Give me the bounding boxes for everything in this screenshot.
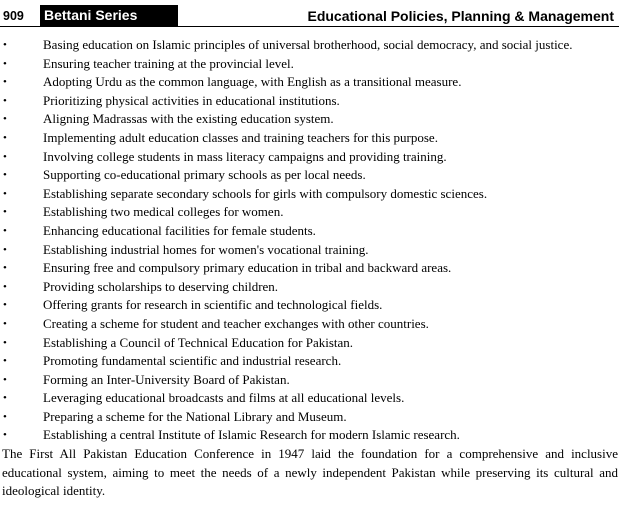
bullet-icon: •	[3, 299, 7, 312]
bullet-item	[0, 334, 618, 353]
bullet-item	[0, 73, 618, 92]
bullet-text: Providing scholarships to deserving children.	[43, 278, 279, 294]
bullet-icon: •	[3, 94, 7, 107]
bullet-item	[0, 315, 618, 334]
page-content	[0, 36, 618, 501]
bullet-icon: •	[3, 113, 7, 126]
bullet-list	[0, 36, 618, 445]
bullet-text: Leveraging educational broadcasts and films at all educational levels.	[43, 390, 405, 406]
bullet-text: Establishing a central Institute of Islamic Research for modern Islamic research.	[43, 427, 460, 443]
bullet-item	[0, 185, 618, 204]
bullet-icon: •	[3, 169, 7, 182]
bullet-text: Preparing a scheme for the National Library and Museum.	[43, 408, 347, 424]
bullet-icon: •	[3, 373, 7, 386]
bullet-icon: •	[3, 262, 7, 275]
bullet-text: Aligning Madrassas with the existing education system.	[43, 111, 334, 127]
page-number: 909	[3, 9, 24, 23]
bullet-icon: •	[3, 224, 7, 237]
bullet-text: Creating a scheme for student and teacher exchanges with other countries.	[43, 315, 429, 331]
bullet-text: Supporting co-educational primary schools as per local needs.	[43, 167, 366, 183]
bullet-text: Establishing two medical colleges for women.	[43, 204, 284, 220]
bullet-icon: •	[3, 355, 7, 368]
bullet-icon: •	[3, 410, 7, 423]
bullet-icon: •	[3, 57, 7, 70]
bullet-text: Promoting fundamental scientific and industrial research.	[43, 353, 342, 369]
book-title: Educational Policies, Planning & Management	[307, 8, 614, 24]
bullet-item	[0, 389, 618, 408]
bullet-icon: •	[3, 187, 7, 200]
bullet-text: Adopting Urdu as the common language, with English as a transitional measure.	[43, 74, 462, 90]
bullet-text: Enhancing educational facilities for female students.	[43, 222, 316, 238]
bullet-text: Prioritizing physical activities in educational institutions.	[43, 92, 340, 108]
bullet-text: Forming an Inter-University Board of Pakistan.	[43, 371, 290, 387]
bullet-item	[0, 296, 618, 315]
bullet-icon: •	[3, 39, 7, 51]
bullet-text: Implementing adult education classes and training teachers for this purpose.	[43, 129, 438, 145]
bullet-item	[0, 148, 618, 167]
bullet-icon: •	[3, 336, 7, 349]
bullet-text: Establishing a Council of Technical Education for Pakistan.	[43, 334, 354, 350]
bullet-item	[0, 55, 618, 74]
bullet-text: Basing education on Islamic principles of universal brotherhood, social democracy, and social justice.	[43, 37, 573, 52]
bullet-item	[0, 222, 618, 241]
bullet-item	[0, 241, 618, 260]
bullet-text: Ensuring teacher training at the provincial level.	[43, 55, 294, 71]
series-label: Bettani Series	[40, 5, 178, 26]
conclusion-paragraph: The First All Pakistan Education Conference in 1947 laid the foundation for a comprehensive and inclusive educational system, aiming to meet the needs of a newly independent Pakistan while preserving its cultural and ideological identity.	[2, 446, 618, 499]
bullet-icon: •	[3, 150, 7, 163]
page-header	[0, 5, 619, 27]
bullet-item	[0, 203, 618, 222]
bullet-item	[0, 408, 618, 427]
bullet-icon: •	[3, 317, 7, 330]
bullet-icon: •	[3, 429, 7, 442]
bullet-item	[0, 278, 618, 297]
bullet-item	[0, 371, 618, 390]
bullet-text: Establishing industrial homes for women's vocational training.	[43, 241, 369, 257]
bullet-icon: •	[3, 206, 7, 219]
bullet-icon: •	[3, 392, 7, 405]
bullet-icon: •	[3, 131, 7, 144]
bullet-icon: •	[3, 76, 7, 89]
bullet-text: Ensuring free and compulsory primary education in tribal and backward areas.	[43, 260, 452, 276]
bullet-item	[0, 36, 618, 55]
bullet-text: Offering grants for research in scientific and technological fields.	[43, 297, 383, 313]
bullet-item	[0, 352, 618, 371]
bullet-icon: •	[3, 243, 7, 256]
bullet-item	[0, 92, 618, 111]
bullet-item	[0, 110, 618, 129]
bullet-item	[0, 166, 618, 185]
bullet-item	[0, 129, 618, 148]
bullet-item	[0, 259, 618, 278]
bullet-text: Establishing separate secondary schools for girls with compulsory domestic sciences.	[43, 185, 488, 201]
bullet-item	[0, 426, 618, 445]
bullet-icon: •	[3, 280, 7, 293]
bullet-text: Involving college students in mass literacy campaigns and providing training.	[43, 148, 447, 164]
